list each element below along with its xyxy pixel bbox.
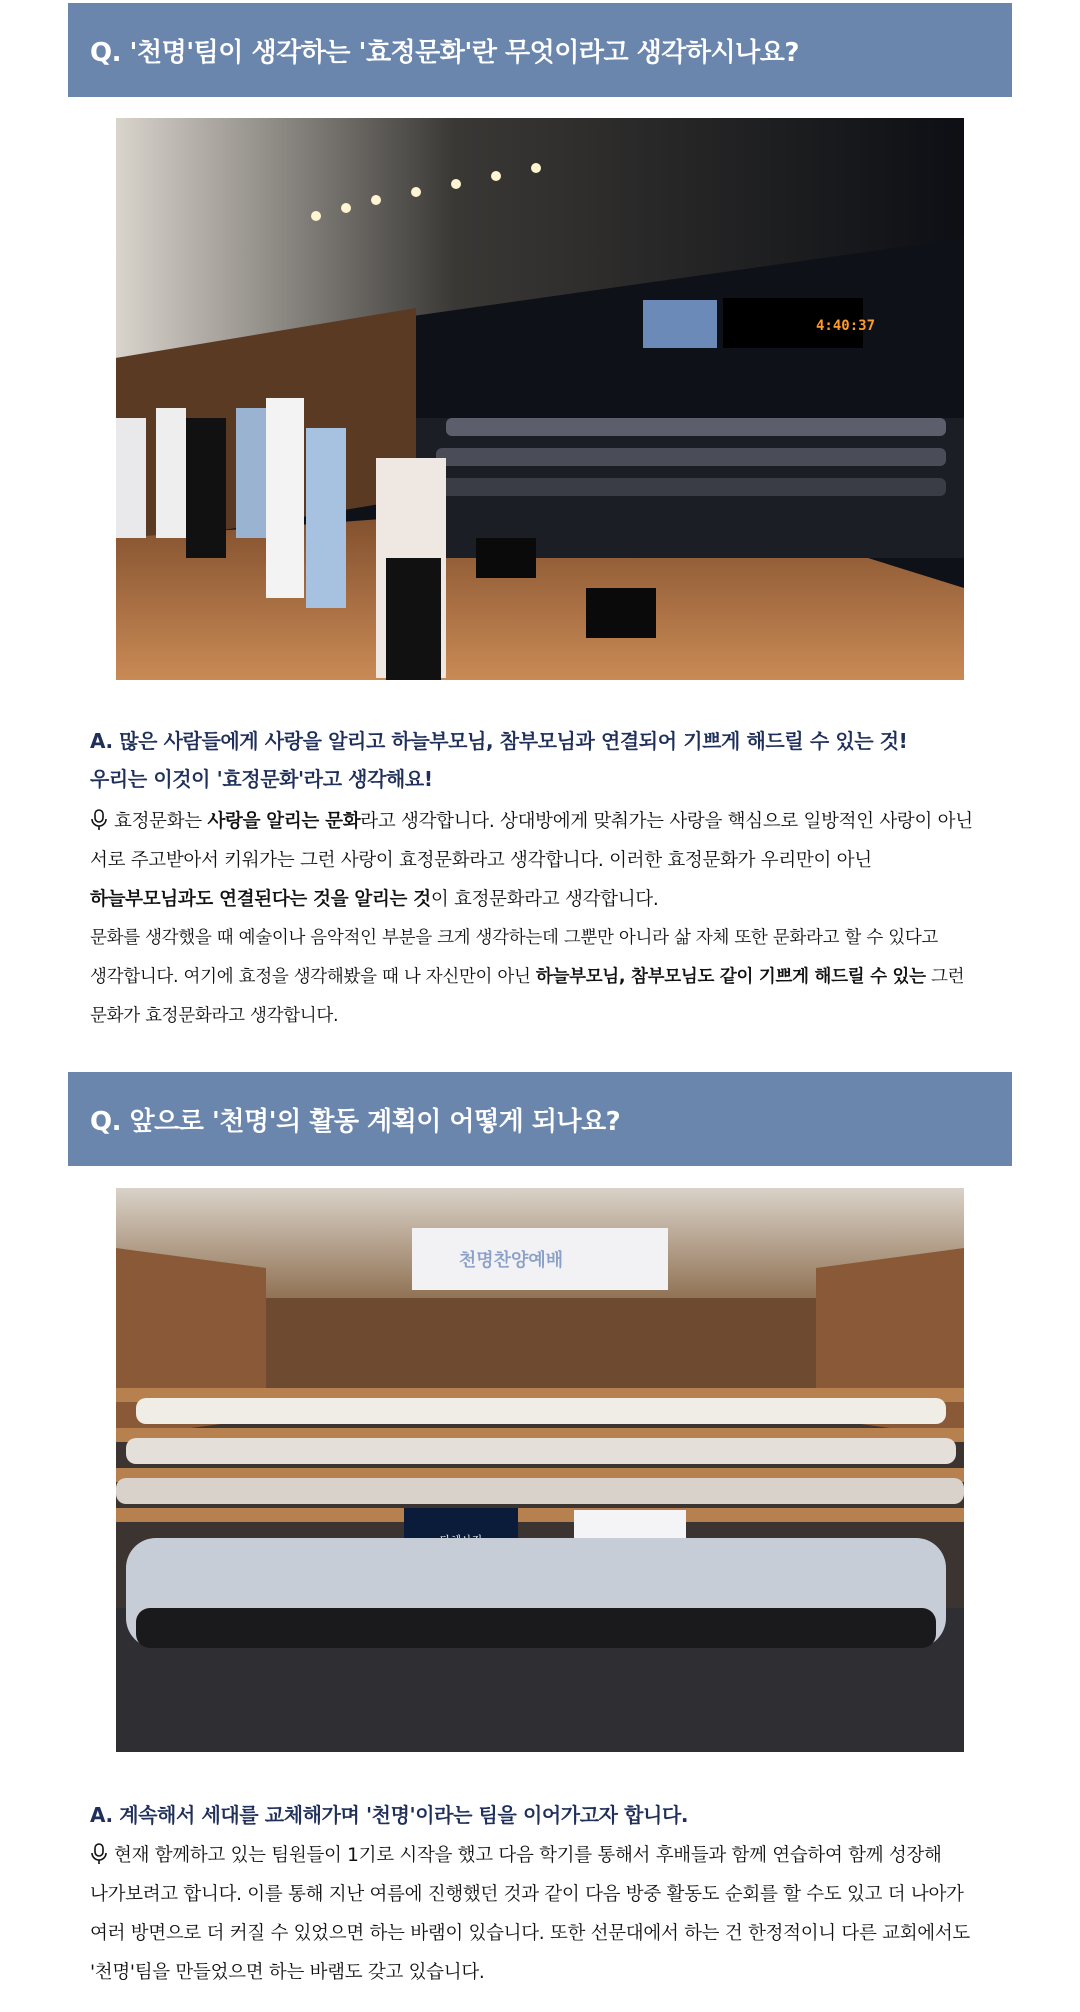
p1-text-c: 라고 생각합니다. 상대방에게 맞춰가는 사랑을 핵심으로 일방적인 사랑이 아닌 서로 주고받아서 키워가는 그런 사랑이 효정문화라고 생각합니다. 이러한 효정문화가 우리만이 아닌 (90, 811, 973, 871)
microphone-icon (90, 809, 108, 831)
answer-title-1-line1: A. 많은 사람들에게 사랑을 알리고 하늘부모님, 참부모님과 연결되어 기쁘게 해드릴 수 있는 것! (90, 729, 908, 753)
microphone-icon (90, 1843, 108, 1865)
answer-title-1-line2: 우리는 이것이 '효정문화'라고 생각해요! (90, 767, 433, 791)
answer-paragraph-2 (90, 919, 990, 1036)
p1-text-e: 이 효정문화라고 생각합니다. (430, 889, 659, 910)
question-banner-2 (68, 1072, 1012, 1166)
answer-title-1 (90, 722, 990, 798)
p1-emphasis-b: 사랑을 알리는 문화 (207, 811, 361, 832)
p2-emphasis-b: 하늘부모님, 참부모님도 같이 기쁘게 해드릴 수 있는 (535, 967, 926, 987)
screen-clock: 4:40:37 (816, 318, 876, 334)
banner-title: 천명찬양예배 (458, 1250, 564, 1271)
group-photo (116, 1188, 964, 1752)
p1-text-a: 효정문화는 (114, 811, 208, 832)
answer-block-2 (90, 1796, 990, 1992)
question-text-2: Q. 앞으로 '천명'의 활동 계획이 어떻게 되나요? (90, 1106, 621, 1137)
answer-title-2: A. 계속해서 세대를 교체해가며 '천명'이라는 팀을 이어가고자 합니다. (90, 1803, 689, 1827)
q2-p1-text: 현재 함께하고 있는 팀원들이 1기로 시작을 했고 다음 학기를 통해서 후배들과 함께 연습하여 함께 성장해 나가보려고 합니다. 이를 통해 지난 여름에 진행했던 것과 같이 다음 방중 활동도 순회를 할 수도 있고 더 나아가 여러 방면으로 더 커질 수 있었으면 하는 바램이 있습니다. 또한 선문대에서 하는 건 한정적이니 다른 교회에서도 '천명'팀을 만들었으면 하는 바램도 갖고 있습니다. (90, 1845, 970, 1983)
question-text-1: Q. '천명'팀이 생각하는 '효정문화'란 무엇이라고 생각하시나요? (90, 37, 799, 68)
answer-paragraph-3 (90, 1836, 990, 1992)
p2-text-a: 문화를 생각했을 때 예술이나 음악적인 부분을 크게 생각하는데 그뿐만 아니라 삶 자체 또한 문화라고 할 수 있다고 생각합니다. 여기에 효정을 생각해봤을 때 나 자신만이 아닌 (90, 928, 939, 987)
p1-emphasis-d: 하늘부모님과도 연결된다는 것을 알리는 것 (90, 889, 431, 910)
performance-photo (116, 118, 964, 680)
question-banner-1 (68, 3, 1012, 97)
stage-screen (643, 300, 717, 348)
answer-paragraph-1 (90, 802, 990, 919)
p2-text-c: 그런 문화가 효정문화라고 생각합니다. (90, 967, 965, 1026)
answer-block-1 (90, 722, 990, 1036)
